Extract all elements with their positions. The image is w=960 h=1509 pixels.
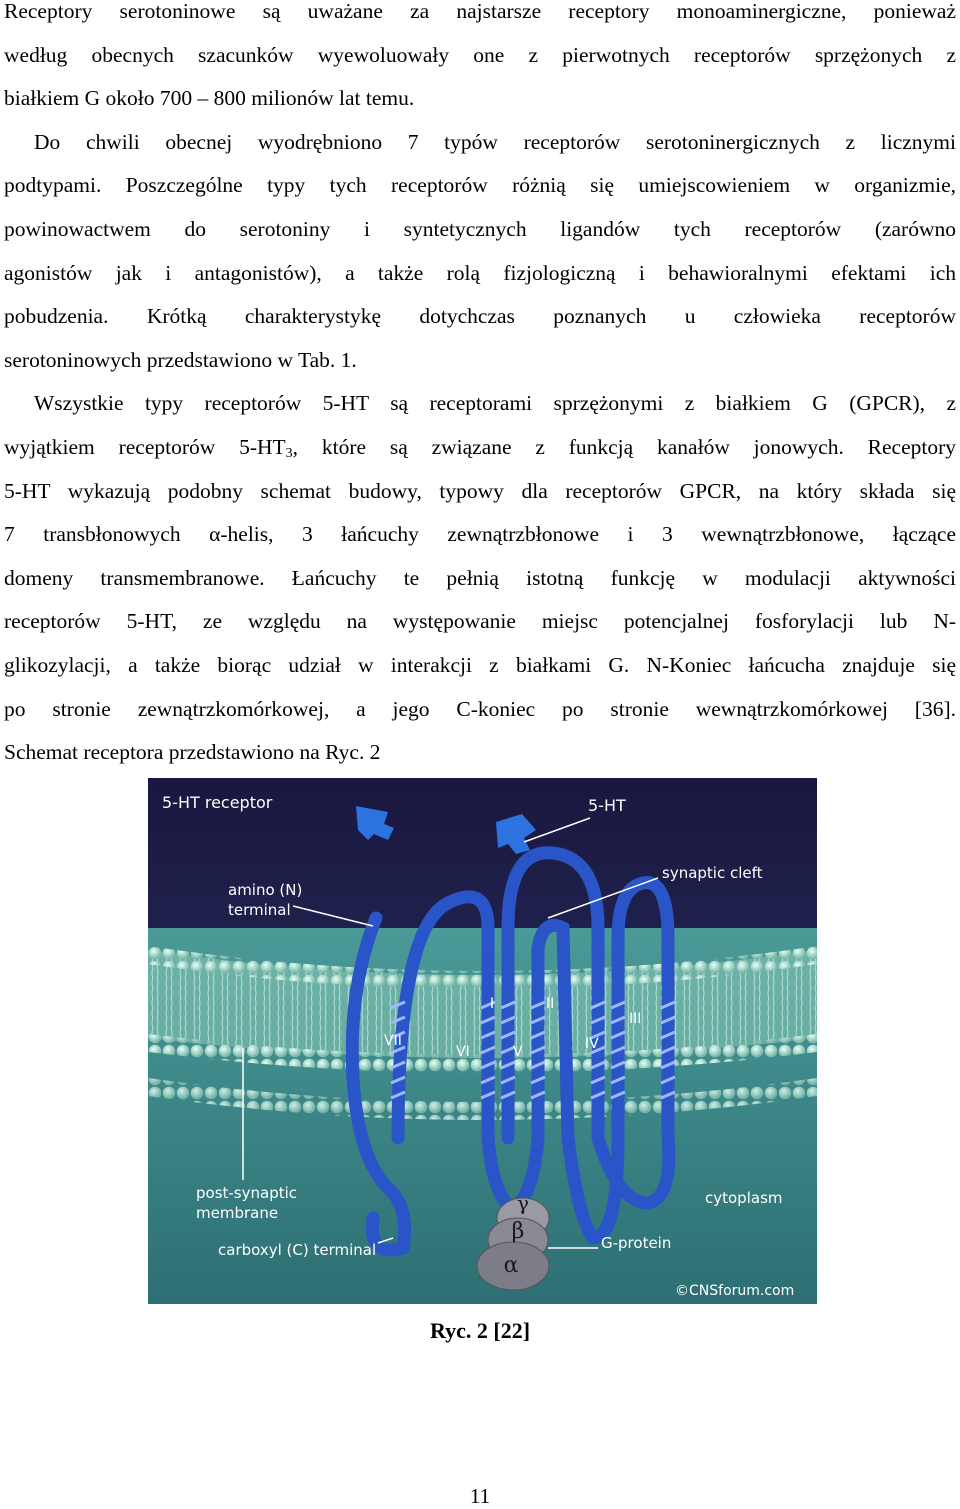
- text-line: Schemat receptora przedstawiono na Ryc. 2: [4, 740, 381, 765]
- amino-terminal-label: terminal: [228, 901, 291, 919]
- helix-label: I: [490, 996, 495, 1012]
- text-line: po stronie zewnątrzkomórkowej, a jego C-koniec po stronie wewnątrzkomórkowej [36].: [4, 696, 956, 721]
- copyright-label: ©CNSforum.com: [675, 1283, 795, 1299]
- cytoplasm-label: cytoplasm: [705, 1189, 783, 1207]
- text-line: Do chwili obecnej wyodrębniono 7 typów receptorów serotoninergicznych z licznymi: [34, 129, 956, 154]
- text-line: podtypami. Poszczególne typy tych receptorów różnią się umiejscowieniem w organizmie,: [4, 173, 956, 198]
- page-number: 11: [469, 1484, 491, 1508]
- text-line: Wszystkie typy receptorów 5-HT są receptorami sprzężonymi z białkiem G (GPCR), z: [34, 391, 956, 416]
- text-line: według obecnych szacunków wyewoluowały one z pierwotnych receptorów sprzężonych z: [4, 42, 956, 67]
- text-line: białkiem G około 700 – 800 milionów lat temu.: [4, 86, 415, 111]
- gamma-label: γ: [517, 1191, 529, 1215]
- figure-title: 5-HT receptor: [162, 793, 273, 812]
- subscript: 3: [285, 445, 293, 461]
- text-fragment: wyjątkiem receptorów 5-HT: [4, 434, 286, 459]
- text-line: pobudzenia. Krótką charakterystykę dotychczas poznanych u człowieka receptorów: [4, 304, 956, 329]
- carboxyl-terminal-label: carboxyl (C) terminal: [218, 1241, 377, 1259]
- helix-label: II: [546, 996, 555, 1012]
- post-synaptic-label: membrane: [196, 1204, 279, 1222]
- helix-label: VI: [456, 1044, 470, 1060]
- text-line: 7 transbłonowych α-helis, 3 łańcuchy zewnątrzbłonowe i 3 wewnątrzbłonowe, łączące: [4, 522, 956, 547]
- ligand-label: 5-HT: [588, 796, 626, 815]
- body-text: [4, 0, 956, 775]
- alpha-label: α: [503, 1253, 519, 1278]
- text-fragment: , które są związane z funkcją kanałów jonowych. Receptory: [292, 434, 956, 459]
- text-line: domeny transmembranowe. Łańcuchy te pełnią istotną funkcję w modulacji aktywności: [4, 565, 956, 590]
- receptor-diagram: [148, 778, 817, 1304]
- post-synaptic-label: post-synaptic: [196, 1184, 298, 1202]
- amino-terminal-label: amino (N): [228, 881, 303, 899]
- text-line: Receptory serotoninowe są uważane za najstarsze receptory monoaminergiczne, ponieważ: [4, 0, 956, 23]
- figure-caption: Ryc. 2 [22]: [429, 1318, 531, 1343]
- text-line: serotoninowych przedstawiono w Tab. 1.: [4, 347, 357, 372]
- text-line: agonistów jak i antagonistów), a także rolą fizjologiczną i behawioralnymi efektami ich: [4, 260, 956, 285]
- receptor-figure: [148, 778, 817, 1304]
- beta-label: β: [511, 1219, 525, 1244]
- g-protein-label: G-protein: [601, 1234, 672, 1252]
- text-line: [4, 426, 956, 470]
- text-line: glikozylacji, a także biorąc udział w interakcji z białkami G. N-Koniec łańcucha znajduje się: [4, 652, 956, 677]
- text-line: powinowactwem do serotoniny i syntetycznych ligandów tych receptorów (zarówno: [4, 216, 956, 241]
- text-line: receptorów 5-HT, ze względu na występowanie miejsc potencjalnej fosforylacji lub N-: [4, 609, 956, 634]
- synaptic-cleft-label: synaptic cleft: [662, 864, 763, 882]
- text-line: 5-HT wykazują podobny schemat budowy, typowy dla receptorów GPCR, na który składa się: [4, 478, 956, 503]
- helix-label: V: [513, 1044, 523, 1060]
- helix-label: IV: [585, 1036, 599, 1052]
- helix-label: VII: [384, 1033, 402, 1049]
- helix-label: III: [629, 1011, 642, 1027]
